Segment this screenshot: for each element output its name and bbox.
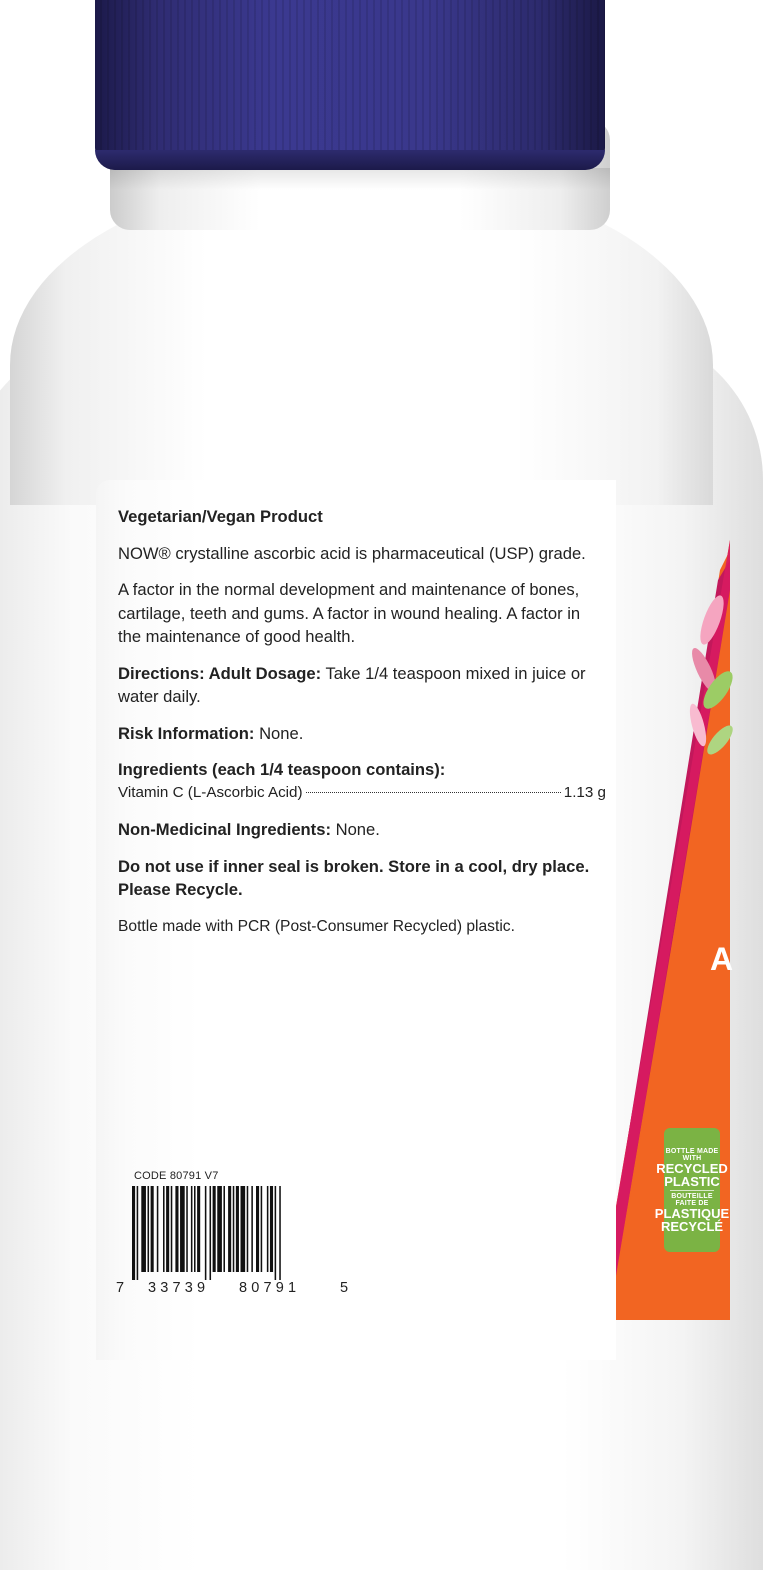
barcode-bar: [197, 1186, 200, 1272]
neck-shadow: [110, 168, 610, 190]
bottle-cap-rim: [95, 150, 605, 170]
ingredient-name: Vitamin C (L-Ascorbic Acid): [118, 783, 303, 801]
bottle-note: Bottle made with PCR (Post-Consumer Recycled) plastic.: [118, 917, 515, 935]
barcode-bar: [141, 1186, 146, 1272]
barcode-bar: [275, 1186, 277, 1280]
barcode-code: CODE 80791 V7: [134, 1170, 219, 1182]
barcode-bar: [163, 1186, 165, 1272]
badge-line: RECYCLÉ: [660, 1218, 724, 1234]
badge-divider: [670, 1190, 714, 1191]
directions-label: Directions: Adult Dosage:: [118, 663, 322, 683]
barcode-digits-group2: 80791: [239, 1280, 301, 1296]
badge-line: BOTTLE MADE WITH: [665, 1147, 719, 1162]
badge-line: PLASTIQUE: [654, 1205, 730, 1221]
barcode-bar: [194, 1186, 196, 1272]
barcode-bar: [247, 1186, 249, 1272]
barcode-bar: [151, 1186, 154, 1272]
badge-line: PLASTIC: [664, 1173, 720, 1189]
barcode-bar: [180, 1186, 185, 1272]
barcode-digit-right: 5: [340, 1280, 353, 1296]
barcode-bar: [148, 1186, 150, 1272]
bottle-cap: [95, 0, 605, 170]
barcode-bar: [267, 1186, 269, 1272]
ingredients-label: Ingredients (each 1/4 teaspoon contains):: [118, 760, 446, 779]
barcode-bar: [137, 1186, 139, 1280]
barcode-bar: [213, 1186, 216, 1272]
storage-warning: [118, 855, 606, 902]
directions: [118, 662, 606, 709]
barcode-bar: [132, 1186, 135, 1280]
health-claims: A factor in the normal development and maintenance of bones, cartilage, teeth and gums. A factor in wound healing. A factor in the maintenance of good health.: [118, 580, 581, 646]
barcode-bar: [270, 1186, 273, 1272]
barcode-bar: [261, 1186, 263, 1272]
barcode-bar: [175, 1186, 178, 1272]
directions-text: Take 1/4 teaspoon mixed in juice or water daily.: [118, 663, 586, 706]
recycled-plastic-badge: [654, 1128, 730, 1252]
barcode-bar: [233, 1186, 235, 1272]
barcode-bar: [186, 1186, 188, 1272]
ingredient-row: [118, 781, 606, 805]
barcode-bars: [132, 1186, 342, 1280]
barcode-bar: [157, 1186, 159, 1272]
barcode-bar: [171, 1186, 173, 1272]
badge-line: BOUTEILLE FAITE DE: [671, 1192, 713, 1207]
non-medicinal-ingredients: [118, 818, 606, 842]
risk-information: [118, 722, 606, 746]
barcode-bar: [166, 1186, 169, 1272]
risk-text: None.: [259, 723, 304, 743]
ingredient-amount: 1.13 g: [563, 783, 606, 801]
barcode-bar: [279, 1186, 281, 1280]
barcode-bar: [256, 1186, 259, 1272]
barcode-bar: [205, 1186, 207, 1280]
label-text-block: [118, 505, 606, 951]
front-label-letter: A: [710, 941, 734, 977]
ingredients: [118, 758, 606, 804]
non-medicinal-text: None.: [335, 820, 380, 839]
grade-statement: NOW® crystalline ascorbic acid is pharmaceutical (USP) grade.: [118, 543, 586, 563]
risk-label: Risk Information:: [118, 723, 255, 743]
badge-line: RECYCLED: [656, 1160, 728, 1176]
barcode-bar: [217, 1186, 222, 1272]
barcode: [112, 1170, 357, 1302]
barcode-bar: [191, 1186, 193, 1272]
barcode-bar: [223, 1186, 225, 1272]
label-title: Vegetarian/Vegan Product: [118, 507, 323, 526]
barcode-bar: [241, 1186, 246, 1272]
barcode-bar: [251, 1186, 253, 1272]
barcode-bar: [236, 1186, 239, 1272]
storage-warning-text: Do not use if inner seal is broken. Store in a cool, dry place. Please Recycle.: [118, 856, 590, 899]
barcode-bar: [228, 1186, 231, 1272]
barcode-digits-group1: 33739: [148, 1280, 210, 1296]
dot-leader: [306, 792, 561, 793]
non-medicinal-label: Non-Medicinal Ingredients:: [118, 820, 331, 839]
barcode-digit-left: 7: [116, 1280, 129, 1296]
barcode-bar: [210, 1186, 212, 1280]
